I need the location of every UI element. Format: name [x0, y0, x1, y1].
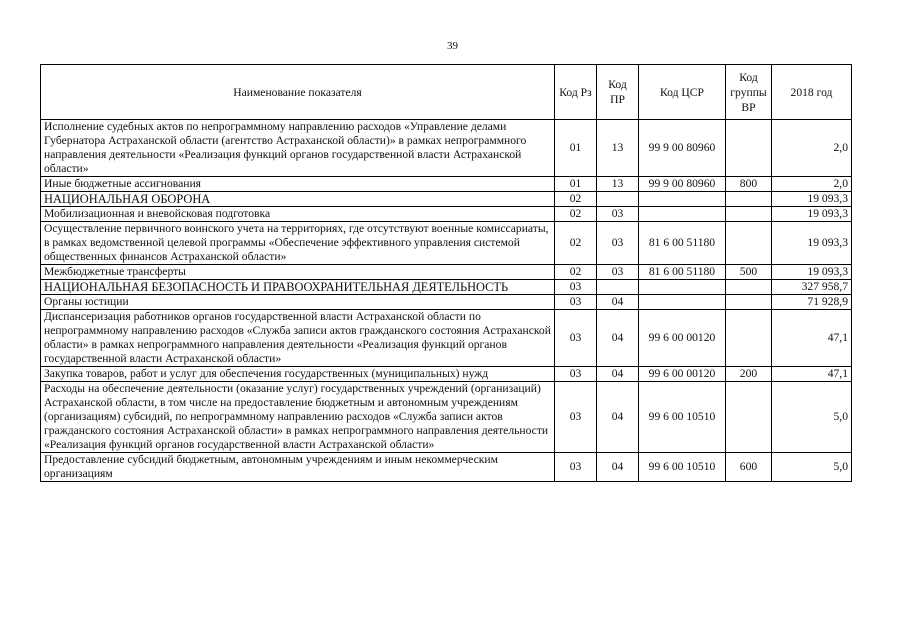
row-pr: 04: [597, 295, 639, 310]
row-csr: 99 6 00 00120: [639, 367, 726, 382]
row-pr: 04: [597, 367, 639, 382]
row-amount: 71 928,9: [772, 295, 852, 310]
row-vr: [726, 207, 772, 222]
row-rz: 02: [555, 222, 597, 265]
row-name: Иные бюджетные ассигнования: [41, 177, 555, 192]
row-pr: 03: [597, 222, 639, 265]
row-rz: 02: [555, 265, 597, 280]
row-csr: 99 9 00 80960: [639, 120, 726, 177]
table-header-row: [41, 65, 852, 120]
row-pr: 13: [597, 120, 639, 177]
header-vr: Код группы ВР: [726, 65, 772, 120]
table-row: [41, 120, 852, 177]
row-pr: 04: [597, 310, 639, 367]
row-vr: 200: [726, 367, 772, 382]
row-csr: [639, 280, 726, 295]
page-number: 39: [447, 40, 458, 52]
row-name: Предоставление субсидий бюджетным, автономным учреждениям и иным некоммерческим организациям: [41, 453, 555, 482]
row-rz: 03: [555, 367, 597, 382]
row-csr: 81 6 00 51180: [639, 222, 726, 265]
row-amount: 47,1: [772, 310, 852, 367]
row-pr: 03: [597, 207, 639, 222]
row-amount: 2,0: [772, 120, 852, 177]
row-name: Межбюджетные трансферты: [41, 265, 555, 280]
header-amount: 2018 год: [772, 65, 852, 120]
row-amount: 5,0: [772, 453, 852, 482]
row-name: Исполнение судебных актов по непрограммному направлению расходов «Управление делами Губернатора Астраханской области (агентство Астраханской области)» в рамках непрограммного направления деятельности «Реализация функций органов государственной власти Астраханской области»: [41, 120, 555, 177]
table-row: [41, 453, 852, 482]
row-vr: 600: [726, 453, 772, 482]
table-row: [41, 192, 852, 207]
row-name: Закупка товаров, работ и услуг для обеспечения государственных (муниципальных) нужд: [41, 367, 555, 382]
table-row: [41, 367, 852, 382]
row-vr: [726, 295, 772, 310]
row-rz: 03: [555, 295, 597, 310]
row-amount: 47,1: [772, 367, 852, 382]
row-amount: 19 093,3: [772, 265, 852, 280]
header-pr: Код ПР: [597, 65, 639, 120]
row-amount: 327 958,7: [772, 280, 852, 295]
row-pr: [597, 280, 639, 295]
row-name: Расходы на обеспечение деятельности (оказание услуг) государственных учреждений (организаций) Астраханской области, в том числе на предоставление бюджетным и автономным учреждениям (организациям) субсидий, по непрограммному направлению расходов «Служба записи актов гражданского состояния Астраханской области» в рамках непрограммного направления деятельности «Реализация функций органов государственной власти Астраханской области»: [41, 382, 555, 453]
header-csr: Код ЦСР: [639, 65, 726, 120]
row-amount: 19 093,3: [772, 222, 852, 265]
row-csr: 99 6 00 10510: [639, 453, 726, 482]
row-rz: 02: [555, 192, 597, 207]
row-vr: [726, 280, 772, 295]
row-name: Осуществление первичного воинского учета на территориях, где отсутствуют военные комиссариаты, в рамках ведомственной целевой программы «Обеспечение эффективного управления системой общественных финансов Астраханской области»: [41, 222, 555, 265]
row-name: НАЦИОНАЛЬНАЯ БЕЗОПАСНОСТЬ И ПРАВООХРАНИТЕЛЬНАЯ ДЕЯТЕЛЬНОСТЬ: [41, 280, 555, 295]
row-name: Органы юстиции: [41, 295, 555, 310]
row-name: Диспансеризация работников органов государственной власти Астраханской области по непрограммному направлению расходов «Служба записи актов гражданского состояния Астраханской области» в рамках непрограммного направления деятельности «Реализация функций органов государственной власти Астраханской области»: [41, 310, 555, 367]
row-csr: [639, 192, 726, 207]
row-vr: [726, 192, 772, 207]
table-row: [41, 222, 852, 265]
row-pr: 13: [597, 177, 639, 192]
row-rz: 01: [555, 177, 597, 192]
row-csr: 99 6 00 00120: [639, 310, 726, 367]
row-pr: 04: [597, 382, 639, 453]
row-name: Мобилизационная и вневойсковая подготовка: [41, 207, 555, 222]
row-csr: [639, 295, 726, 310]
row-pr: 03: [597, 265, 639, 280]
row-vr: 500: [726, 265, 772, 280]
row-vr: [726, 310, 772, 367]
row-vr: [726, 120, 772, 177]
row-pr: [597, 192, 639, 207]
row-amount: 5,0: [772, 382, 852, 453]
row-rz: 03: [555, 310, 597, 367]
row-rz: 03: [555, 453, 597, 482]
row-csr: [639, 207, 726, 222]
budget-table: [40, 64, 852, 482]
row-csr: 99 9 00 80960: [639, 177, 726, 192]
row-rz: 02: [555, 207, 597, 222]
row-vr: [726, 222, 772, 265]
row-vr: 800: [726, 177, 772, 192]
table-row: [41, 295, 852, 310]
row-rz: 03: [555, 280, 597, 295]
table-row: [41, 177, 852, 192]
row-amount: 19 093,3: [772, 192, 852, 207]
row-name: НАЦИОНАЛЬНАЯ ОБОРОНА: [41, 192, 555, 207]
row-csr: 99 6 00 10510: [639, 382, 726, 453]
row-csr: 81 6 00 51180: [639, 265, 726, 280]
row-amount: 19 093,3: [772, 207, 852, 222]
table-row: [41, 280, 852, 295]
row-vr: [726, 382, 772, 453]
row-amount: 2,0: [772, 177, 852, 192]
table-row: [41, 207, 852, 222]
header-rz: Код Рз: [555, 65, 597, 120]
row-rz: 03: [555, 382, 597, 453]
table-row: [41, 382, 852, 453]
table-row: [41, 310, 852, 367]
header-name: Наименование показателя: [41, 65, 555, 120]
row-rz: 01: [555, 120, 597, 177]
row-pr: 04: [597, 453, 639, 482]
table-row: [41, 265, 852, 280]
